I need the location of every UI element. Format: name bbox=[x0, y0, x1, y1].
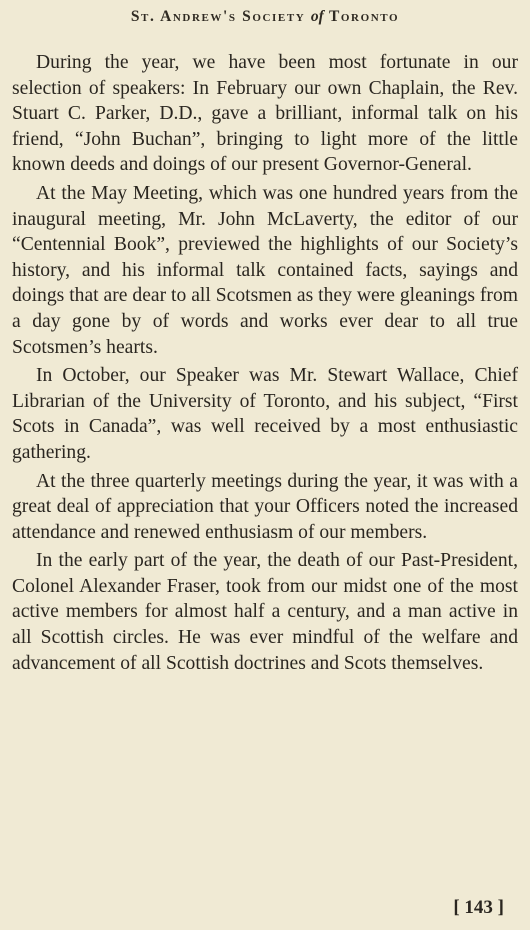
paragraph-may-meeting: At the May Meeting, which was one hundred years from the inaugural meeting, Mr. John McLaverty, the editor of our “Centennial Book”, previewed the highlights of our Society’s history, and his informal talk contained facts, sayings and doings that are dear to all Scotsmen as they were gleanings from a day gone by of words and works ever dear to all true Scotsmen’s hearts. bbox=[12, 182, 518, 358]
paragraph-quarterly-meetings: At the three quarterly meetings during the year, it was with a great deal of appreciation that your Officers noted the increased attendance and renewed enthusiasm of our members. bbox=[12, 470, 518, 543]
paragraph-speakers: During the year, we have been most fortunate in our selection of speakers: In February our own Chaplain, the Rev. Stuart C. Parker, D.D., gave a brilliant, informal talk on his friend, “John Buchan”, bringing to light more of the little known deeds and doings of our present Governor-General. bbox=[12, 52, 518, 176]
paragraph-october: In October, our Speaker was Mr. Stewart Wallace, Chief Librarian of the University of Toronto, and his subject, “First Scots in Canada”, was well received by a most enthusiastic gathering. bbox=[12, 365, 518, 463]
paragraph-past-president: In the early part of the year, the death of our Past-President, Colonel Alexander Fraser, took from our midst one of the most active members for almost half a century, and a man active in all Scottish circles. He was ever mindful of the welfare and advancement of all Scottish doctrines and Scots themselves. bbox=[12, 550, 518, 674]
page-number: [ 143 ] bbox=[453, 897, 504, 918]
body-text bbox=[12, 50, 518, 676]
header-title-end: Toronto bbox=[323, 8, 400, 25]
header-title-start: St. Andrew's Society bbox=[130, 8, 311, 25]
running-header bbox=[12, 8, 518, 26]
header-title-of: of bbox=[310, 8, 324, 25]
